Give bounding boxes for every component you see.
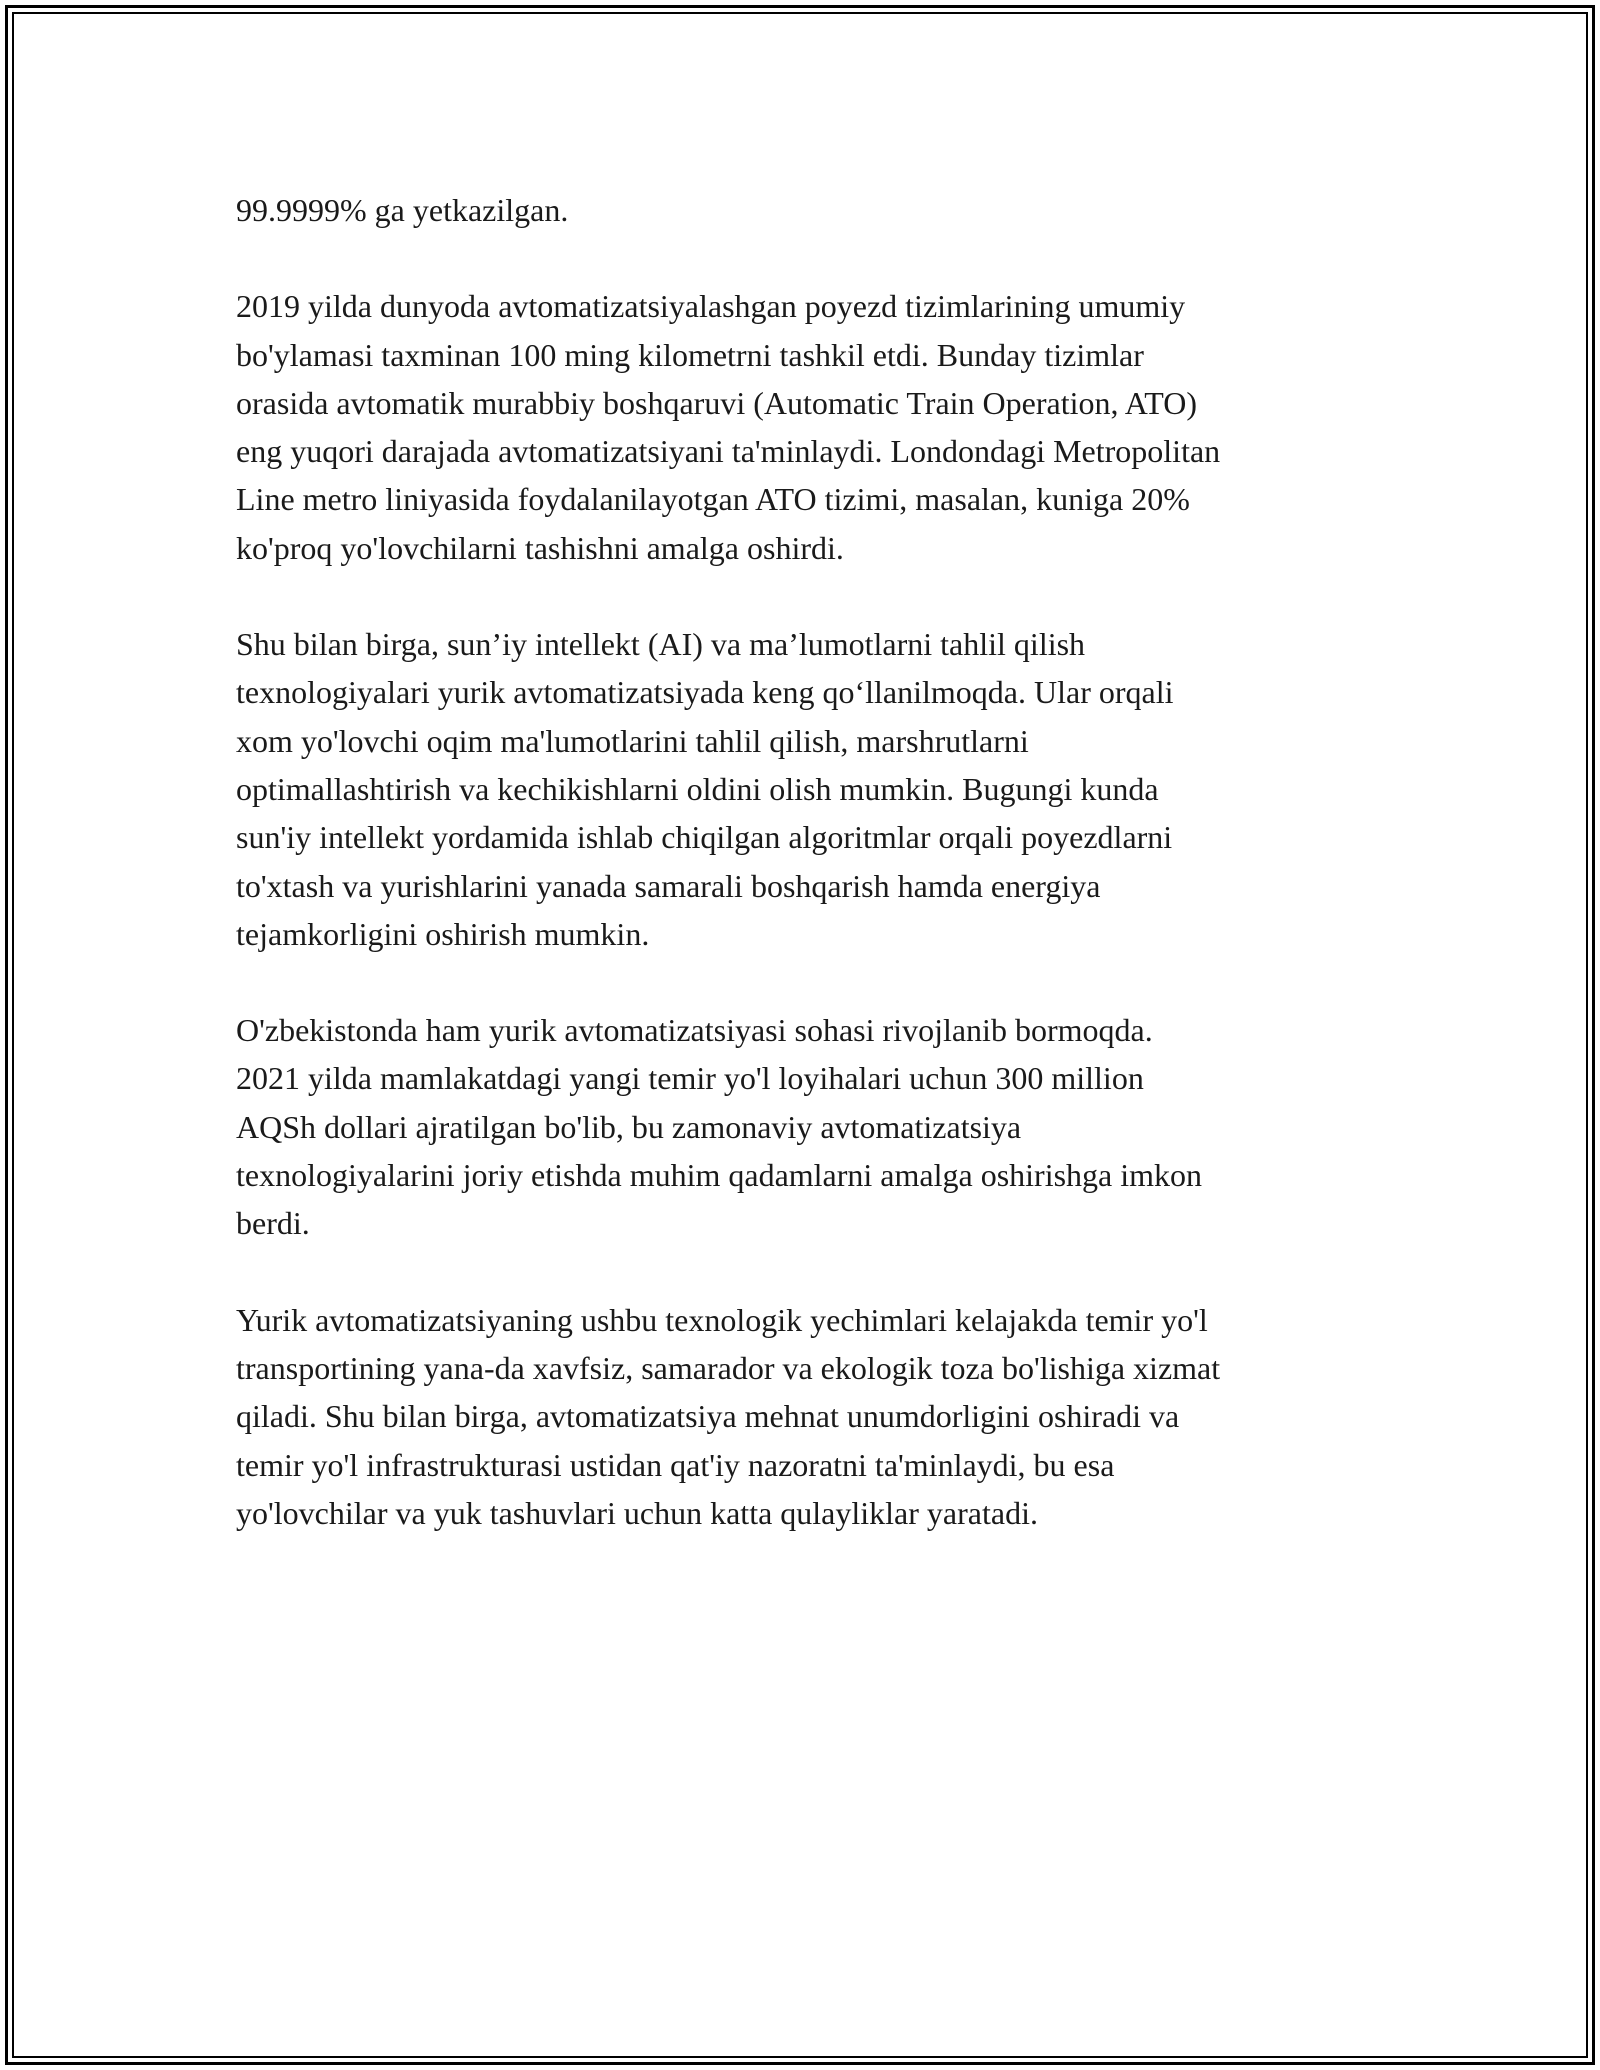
text-line: qiladi. Shu bilan birga, avtomatizatsiya mehnat unumdorligini oshiradi va <box>236 1398 1180 1435</box>
text-line: AQSh dollari ajratilgan bo'lib, bu zamonaviy avtomatizatsiya <box>236 1108 1022 1145</box>
paragraph-4 <box>236 1006 1386 1247</box>
text-line: optimallashtirish va kechikishlarni oldini olish mumkin. Bugungi kunda <box>236 770 1159 807</box>
paragraph-1 <box>236 186 1386 234</box>
text-line: 2021 yilda mamlakatdagi yangi temir yo'l loyihalari uchun 300 million <box>236 1060 1144 1097</box>
text-line: to'xtash va yurishlarini yanada samarali boshqarish hamda energiya <box>236 867 1101 904</box>
text-line: Shu bilan birga, sun’iy intellekt (AI) va ma’lumotlarni tahlil qilish <box>236 626 1086 663</box>
text-line: xom yo'lovchi oqim ma'lumotlarini tahlil qilish, marshrutlarni <box>236 722 1029 759</box>
text-line: transportining yana-da xavfsiz, samarador va ekologik toza bo'lishiga xizmat <box>236 1349 1221 1386</box>
text-line: ko'proq yo'lovchilarni tashishni amalga oshirdi. <box>236 529 844 566</box>
text-line: orasida avtomatik murabbiy boshqaruvi (Automatic Train Operation, ATO) <box>236 384 1198 421</box>
text-line: Line metro liniyasida foydalanilayotgan ATO tizimi, masalan, kuniga 20% <box>236 481 1190 518</box>
text-line: tejamkorligini oshirish mumkin. <box>236 915 650 952</box>
paragraph-5 <box>236 1296 1386 1537</box>
text-line: texnologiyalari yurik avtomatizatsiyada keng qo‘llanilmoqda. Ular orqali <box>236 674 1174 711</box>
text-line: 2019 yilda dunyoda avtomatizatsiyalashgan poyezd tizimlarining umumiy <box>236 288 1186 325</box>
document-body <box>236 186 1386 1585</box>
paragraph-2 <box>236 282 1386 572</box>
text-line: sun'iy intellekt yordamida ishlab chiqilgan algoritmlar orqali poyezdlarni <box>236 819 1173 856</box>
text-line: texnologiyalarini joriy etishda muhim qadamlarni amalga oshirishga imkon <box>236 1157 1203 1194</box>
text-line: bo'ylamasi taxminan 100 ming kilometrni tashkil etdi. Bunday tizimlar <box>236 336 1144 373</box>
paragraph-3 <box>236 620 1386 958</box>
text-line: berdi. <box>236 1205 310 1242</box>
text-line: temir yo'l infrastrukturasi ustidan qat'iy nazoratni ta'minlaydi, bu esa <box>236 1446 1115 1483</box>
text-line: eng yuqori darajada avtomatizatsiyani ta'minlaydi. Londondagi Metropolitan <box>236 433 1221 470</box>
text-line: yo'lovchilar va yuk tashuvlari uchun katta qulayliklar yaratadi. <box>236 1494 1038 1531</box>
text-line: Yurik avtomatizatsiyaning ushbu texnologik yechimlari kelajakda temir yo'l <box>236 1301 1208 1338</box>
text-line: 99.9999% ga yetkazilgan. <box>236 192 569 228</box>
text-line: O'zbekistonda ham yurik avtomatizatsiyasi sohasi rivojlanib bormoqda. <box>236 1012 1153 1049</box>
